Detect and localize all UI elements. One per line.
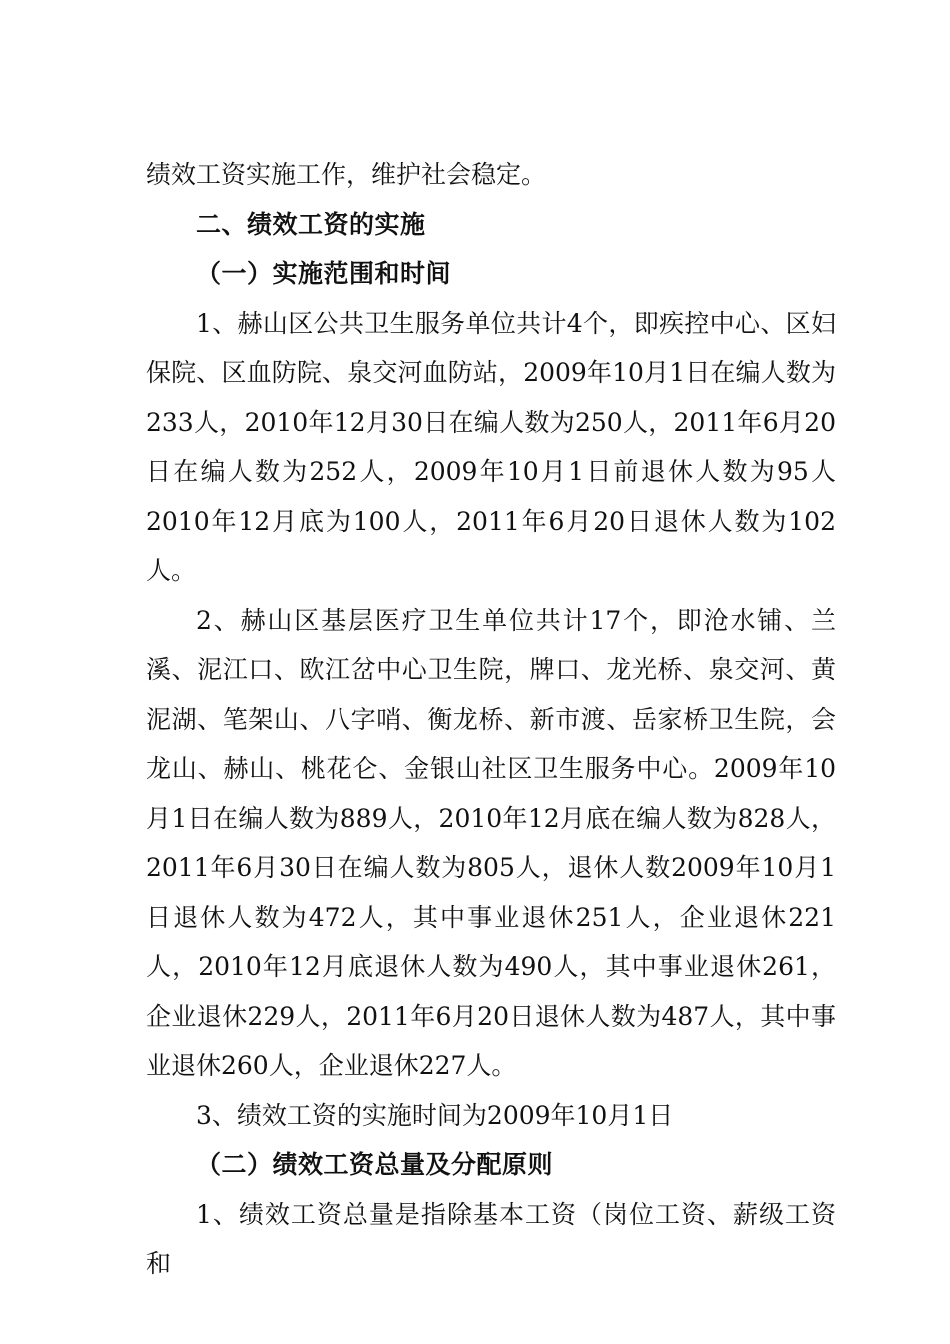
document-body bbox=[146, 150, 836, 1289]
section-heading: 二、绩效工资的实施 bbox=[196, 209, 426, 239]
paragraph-public-health-units: 1、赫山区公共卫生服务单位共计4个，即疾控中心、区妇保院、区血防院、泉交河血防站，2009年10月1日在编人数为233人，2010年12月30日在编人数为250人，2011年6月20日在编人数为252人，2009年10月1日前退休人数为95人2010年12月底为100人，2011年6月20日退休人数为102人。 bbox=[146, 308, 836, 585]
paragraph-primary-care-units: 2、赫山区基层医疗卫生单位共计17个，即沧水铺、兰溪、泥江口、欧江岔中心卫生院，牌口、龙光桥、泉交河、黄泥湖、笔架山、八字哨、衡龙桥、新市渡、岳家桥卫生院，会龙山、赫山、桃花仑、金银山社区卫生服务中心。2009年10月1日在编人数为889人，2010年12月底在编人数为828人，2011年6月30日在编人数为805人，退休人数2009年10月1日退休人数为472人，其中事业退休251人，企业退休221人，2010年12月底退休人数为490人，其中事业退休261，企业退休229人，2011年6月20日退休人数为487人，其中事业退休260人，企业退休227人。 bbox=[146, 605, 836, 1080]
subsection-heading-scope-time: （一）实施范围和时间 bbox=[196, 259, 452, 288]
paragraph-continuation: 绩效工资实施工作，维护社会稳定。 bbox=[146, 160, 547, 189]
paragraph-total-definition: 1、绩效工资总量是指除基本工资（岗位工资、薪级工资和 bbox=[146, 1199, 836, 1278]
subsection-heading-total-principles: （二）绩效工资总量及分配原则 bbox=[196, 1150, 554, 1179]
paragraph-implementation-date: 3、绩效工资的实施时间为2009年10月1日 bbox=[196, 1100, 674, 1130]
